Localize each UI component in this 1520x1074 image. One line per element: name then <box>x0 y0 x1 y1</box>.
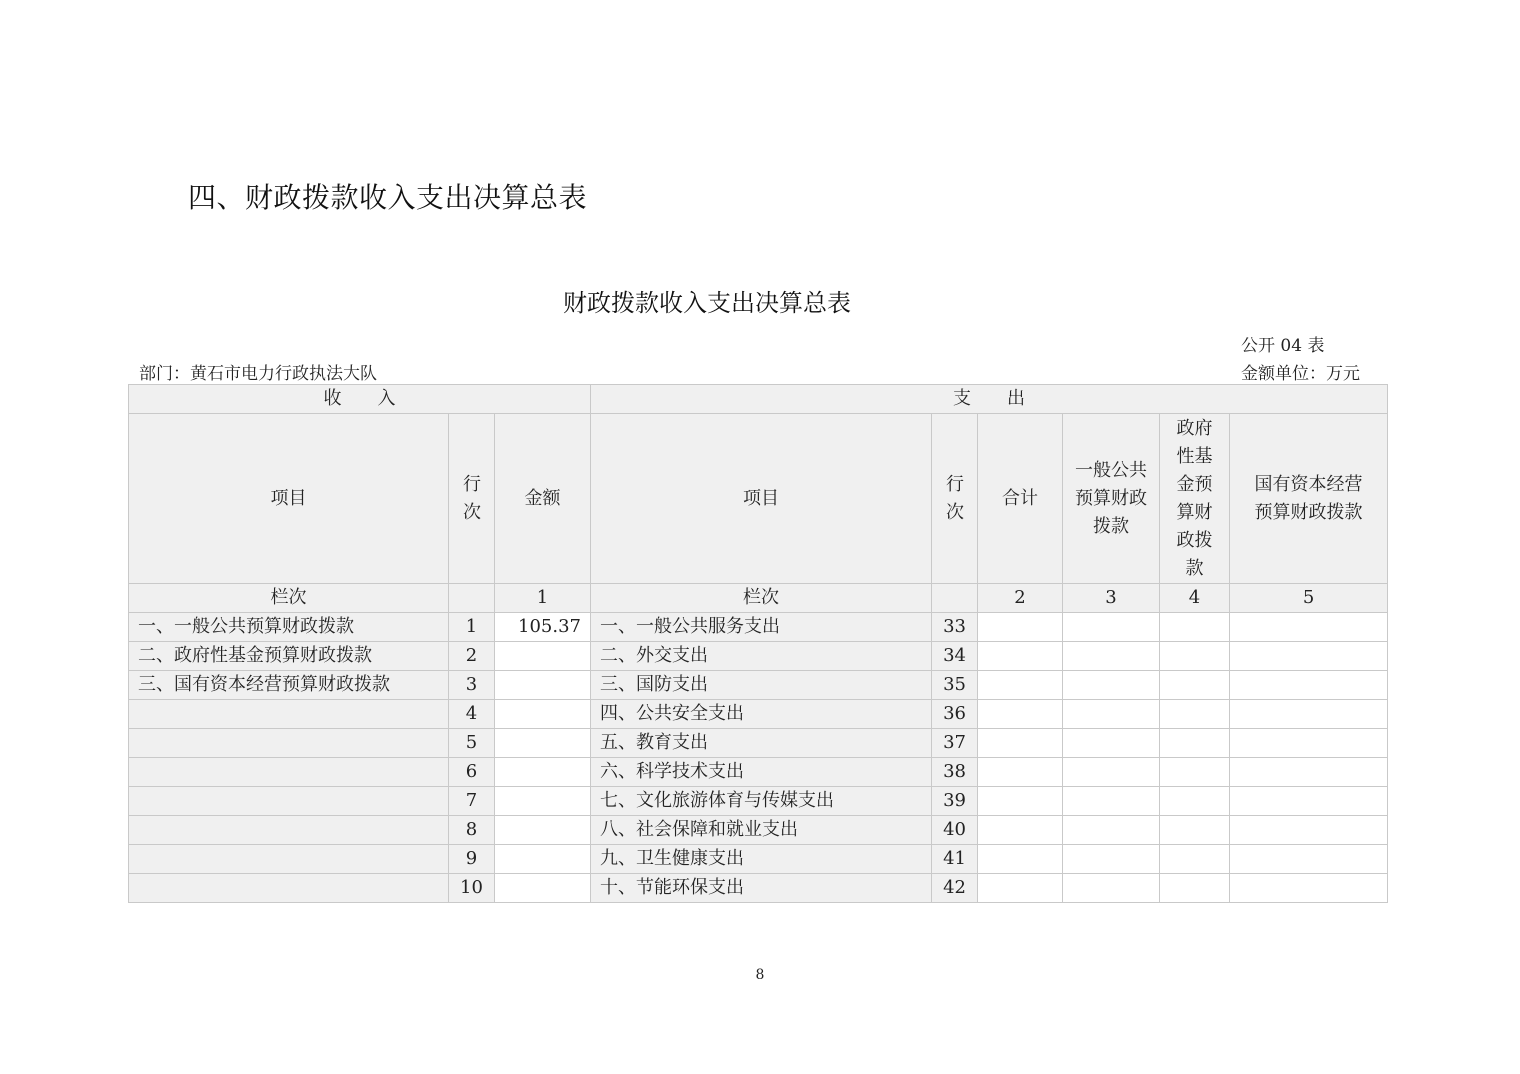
column-index-blank-right <box>932 584 978 613</box>
column-index-3: 3 <box>1063 584 1160 613</box>
income-item-header: 项目 <box>129 414 449 584</box>
income-item <box>129 816 449 845</box>
column-index-label-right: 栏次 <box>591 584 932 613</box>
fiscal-appropriation-table <box>128 384 1388 903</box>
state-capital-cell <box>1230 874 1388 903</box>
table-row <box>129 700 1388 729</box>
income-header: 收 入 <box>129 385 591 414</box>
income-item <box>129 729 449 758</box>
income-line: 4 <box>449 700 495 729</box>
header-group-row <box>129 385 1388 414</box>
gov-fund-cell <box>1160 613 1230 642</box>
general-budget-cell <box>1063 700 1160 729</box>
income-line: 3 <box>449 671 495 700</box>
unit-label: 金额单位：万元 <box>1241 364 1360 384</box>
state-capital-cell <box>1230 816 1388 845</box>
income-amount <box>495 787 591 816</box>
expenditure-item: 九、卫生健康支出 <box>591 845 932 874</box>
total-cell <box>978 613 1063 642</box>
income-line: 6 <box>449 758 495 787</box>
column-index-blank <box>449 584 495 613</box>
state-capital-cell <box>1230 642 1388 671</box>
income-item: 三、国有资本经营预算财政拨款 <box>129 671 449 700</box>
expenditure-line: 40 <box>932 816 978 845</box>
state-capital-header: 国有资本经营预算财政拨款 <box>1230 414 1388 584</box>
general-budget-cell <box>1063 787 1160 816</box>
gov-fund-cell <box>1160 845 1230 874</box>
table-row <box>129 671 1388 700</box>
table-row <box>129 642 1388 671</box>
general-budget-cell <box>1063 758 1160 787</box>
income-line: 10 <box>449 874 495 903</box>
table-row <box>129 874 1388 903</box>
general-budget-cell <box>1063 874 1160 903</box>
income-amount: 105.37 <box>495 613 591 642</box>
expenditure-line: 39 <box>932 787 978 816</box>
total-cell <box>978 671 1063 700</box>
state-capital-cell <box>1230 671 1388 700</box>
state-capital-cell <box>1230 700 1388 729</box>
expenditure-item-header: 项目 <box>591 414 932 584</box>
expenditure-line: 41 <box>932 845 978 874</box>
total-cell <box>978 874 1063 903</box>
department-label: 部门：黄石市电力行政执法大队 <box>139 364 377 384</box>
expenditure-line: 36 <box>932 700 978 729</box>
expenditure-line-header: 行次 <box>932 414 978 584</box>
income-amount <box>495 700 591 729</box>
income-line: 9 <box>449 845 495 874</box>
expenditure-item: 一、一般公共服务支出 <box>591 613 932 642</box>
expenditure-line: 38 <box>932 758 978 787</box>
expenditure-line: 35 <box>932 671 978 700</box>
column-index-4: 4 <box>1160 584 1230 613</box>
table-title: 财政拨款收入支出决算总表 <box>563 289 851 317</box>
gov-fund-cell <box>1160 787 1230 816</box>
income-item: 一、一般公共预算财政拨款 <box>129 613 449 642</box>
income-line: 2 <box>449 642 495 671</box>
income-item <box>129 758 449 787</box>
income-line: 1 <box>449 613 495 642</box>
income-item <box>129 874 449 903</box>
general-budget-cell <box>1063 816 1160 845</box>
total-cell <box>978 816 1063 845</box>
expenditure-item: 二、外交支出 <box>591 642 932 671</box>
gov-fund-cell <box>1160 729 1230 758</box>
income-line: 5 <box>449 729 495 758</box>
general-budget-cell <box>1063 613 1160 642</box>
table-row <box>129 845 1388 874</box>
total-cell <box>978 700 1063 729</box>
expenditure-item: 七、文化旅游体育与传媒支出 <box>591 787 932 816</box>
page-number: 8 <box>755 967 765 983</box>
expenditure-item: 十、节能环保支出 <box>591 874 932 903</box>
expenditure-item: 六、科学技术支出 <box>591 758 932 787</box>
column-index-5: 5 <box>1230 584 1388 613</box>
expenditure-line: 34 <box>932 642 978 671</box>
state-capital-cell <box>1230 845 1388 874</box>
table-row <box>129 787 1388 816</box>
income-amount <box>495 642 591 671</box>
expenditure-line: 33 <box>932 613 978 642</box>
income-item <box>129 700 449 729</box>
state-capital-cell <box>1230 758 1388 787</box>
general-budget-header: 一般公共预算财政拨款 <box>1063 414 1160 584</box>
expenditure-header: 支 出 <box>591 385 1388 414</box>
gov-fund-cell <box>1160 642 1230 671</box>
income-item <box>129 787 449 816</box>
general-budget-cell <box>1063 671 1160 700</box>
column-index-1: 1 <box>495 584 591 613</box>
total-cell <box>978 758 1063 787</box>
state-capital-cell <box>1230 729 1388 758</box>
section-title: 四、财政拨款收入支出决算总表 <box>188 181 588 214</box>
column-index-label: 栏次 <box>129 584 449 613</box>
income-line-header: 行次 <box>449 414 495 584</box>
expenditure-item: 八、社会保障和就业支出 <box>591 816 932 845</box>
gov-fund-cell <box>1160 700 1230 729</box>
total-cell <box>978 845 1063 874</box>
table-row <box>129 816 1388 845</box>
total-cell <box>978 787 1063 816</box>
income-line: 7 <box>449 787 495 816</box>
income-amount <box>495 816 591 845</box>
income-amount <box>495 729 591 758</box>
total-cell <box>978 729 1063 758</box>
gov-fund-cell <box>1160 816 1230 845</box>
table-row <box>129 758 1388 787</box>
state-capital-cell <box>1230 787 1388 816</box>
income-item <box>129 845 449 874</box>
income-item: 二、政府性基金预算财政拨款 <box>129 642 449 671</box>
gov-fund-header: 政府性基金预算财政拨款 <box>1160 414 1230 584</box>
income-amount <box>495 671 591 700</box>
amount-header: 金额 <box>495 414 591 584</box>
general-budget-cell <box>1063 729 1160 758</box>
expenditure-item: 四、公共安全支出 <box>591 700 932 729</box>
expenditure-item: 五、教育支出 <box>591 729 932 758</box>
form-number: 公开 04 表 <box>1241 336 1325 356</box>
income-amount <box>495 845 591 874</box>
general-budget-cell <box>1063 845 1160 874</box>
total-header: 合计 <box>978 414 1063 584</box>
state-capital-cell <box>1230 613 1388 642</box>
gov-fund-cell <box>1160 874 1230 903</box>
header-columns-row <box>129 414 1388 584</box>
expenditure-item: 三、国防支出 <box>591 671 932 700</box>
general-budget-cell <box>1063 642 1160 671</box>
total-cell <box>978 642 1063 671</box>
expenditure-line: 42 <box>932 874 978 903</box>
income-amount <box>495 874 591 903</box>
gov-fund-cell <box>1160 671 1230 700</box>
table-row <box>129 613 1388 642</box>
income-line: 8 <box>449 816 495 845</box>
expenditure-line: 37 <box>932 729 978 758</box>
income-amount <box>495 758 591 787</box>
column-index-2: 2 <box>978 584 1063 613</box>
table-row <box>129 729 1388 758</box>
gov-fund-cell <box>1160 758 1230 787</box>
column-index-row <box>129 584 1388 613</box>
